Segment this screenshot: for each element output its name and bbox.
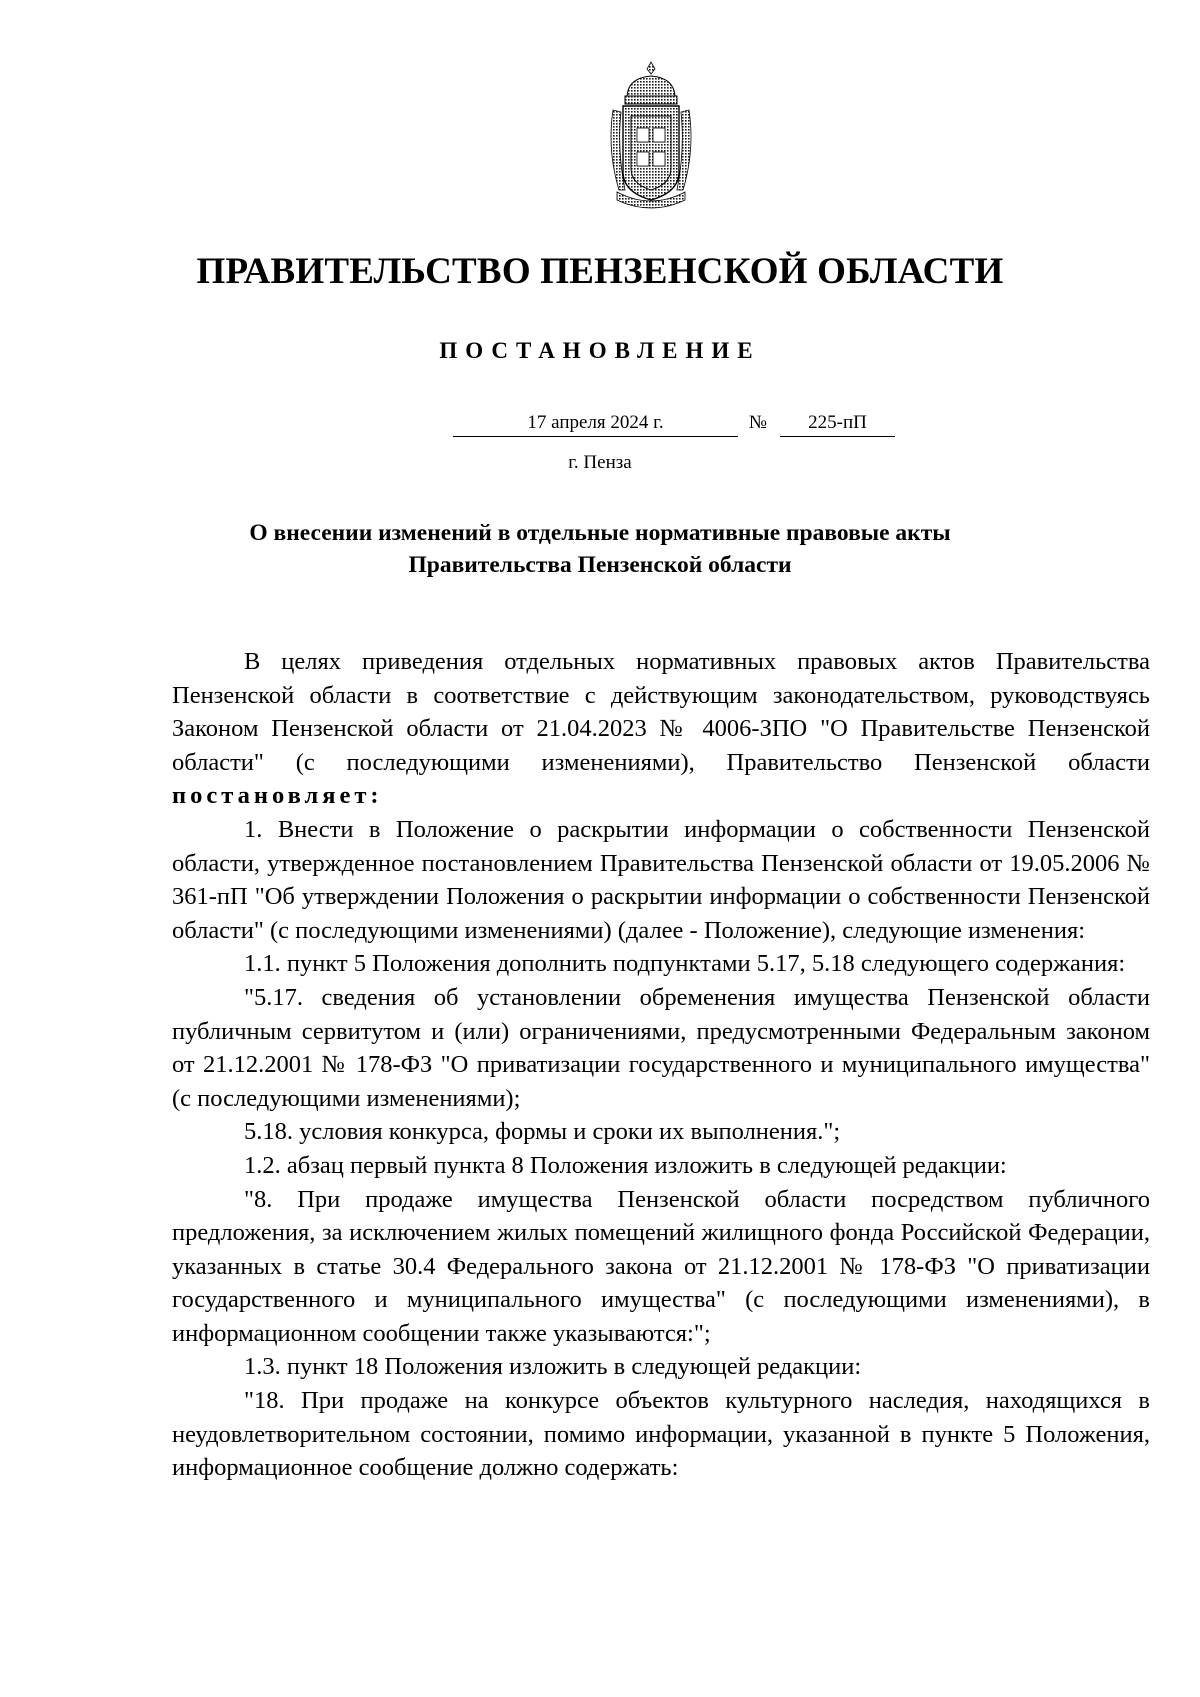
paragraph-5-18: 5.18. условия конкурса, формы и сроки их выполнения."; bbox=[244, 1118, 841, 1146]
document-date: 17 апреля 2024 г. bbox=[453, 412, 738, 437]
paragraph-5-17: "5.17. сведения об установлении обременения имущества Пензенской области публичным сервитутом и (или) ограничениями, предусмотренными Федеральным законом от 21.12.2001 № 178-ФЗ "О приватизации государственного и муниципального имущества" (с последующими изменениями); bbox=[172, 983, 1150, 1112]
document-city: г. Пенза bbox=[568, 452, 632, 473]
document-type: ПОСТАНОВЛЕНИЕ bbox=[439, 338, 761, 363]
document-body bbox=[172, 645, 1150, 1485]
paragraph-1-3: 1.3. пункт 18 Положения изложить в следующей редакции: bbox=[244, 1353, 862, 1381]
number-sign: № bbox=[748, 412, 768, 433]
subject-line-2: Правительства Пензенской области bbox=[408, 552, 792, 578]
document-subject bbox=[150, 517, 1050, 581]
preamble-text: В целях приведения отдельных нормативных правовых актов Правительства Пензенской области в соответствие с действующим законодательством, руководствуясь Законом Пензенской области от 21.04.2023 № 4006-ЗПО "О Правительстве Пензенской области" (с последующими изменениями), Правительство Пензенской области bbox=[172, 648, 1150, 776]
paragraph-1: 1. Внести в Положение о раскрытии информации о собственности Пензенской области, утвержденное постановлением Правительства Пензенской области от 19.05.2006 № 361-пП "Об утверждении Положения о раскрытии информации о собственности Пензенской области" (с последующими изменениями) (далее - Положение), следующие изменения: bbox=[172, 815, 1150, 944]
paragraph-1-2: 1.2. абзац первый пункта 8 Положения изложить в следующей редакции: bbox=[244, 1151, 1007, 1179]
paragraph-8: "8. При продаже имущества Пензенской области посредством публичного предложения, за исключением жилых помещений жилищного фонда Российской Федерации, указанных в статье 30.4 Федерального закона от 21.12.2001 № 178-ФЗ "О приватизации государственного и муниципального имущества" (с последующими изменениями), в информационном сообщении также указываются:"; bbox=[172, 1185, 1150, 1347]
decree-word: постановляет: bbox=[172, 782, 383, 810]
coat-of-arms-icon bbox=[607, 60, 695, 210]
subject-line-1: О внесении изменений в отдельные нормативные правовые акты bbox=[249, 520, 951, 546]
preamble-paragraph bbox=[172, 645, 1150, 813]
government-name: ПРАВИТЕЛЬСТВО ПЕНЗЕНСКОЙ ОБЛАСТИ bbox=[196, 251, 1004, 292]
paragraph-18: "18. При продаже на конкурсе объектов культурного наследия, находящихся в неудовлетворительном состоянии, помимо информации, указанной в пункте 5 Положения, информационное сообщение должно содержать: bbox=[172, 1387, 1150, 1482]
document-number: 225-пП bbox=[780, 412, 895, 437]
paragraph-1-1: 1.1. пункт 5 Положения дополнить подпунктами 5.17, 5.18 следующего содержания: bbox=[244, 950, 1126, 978]
